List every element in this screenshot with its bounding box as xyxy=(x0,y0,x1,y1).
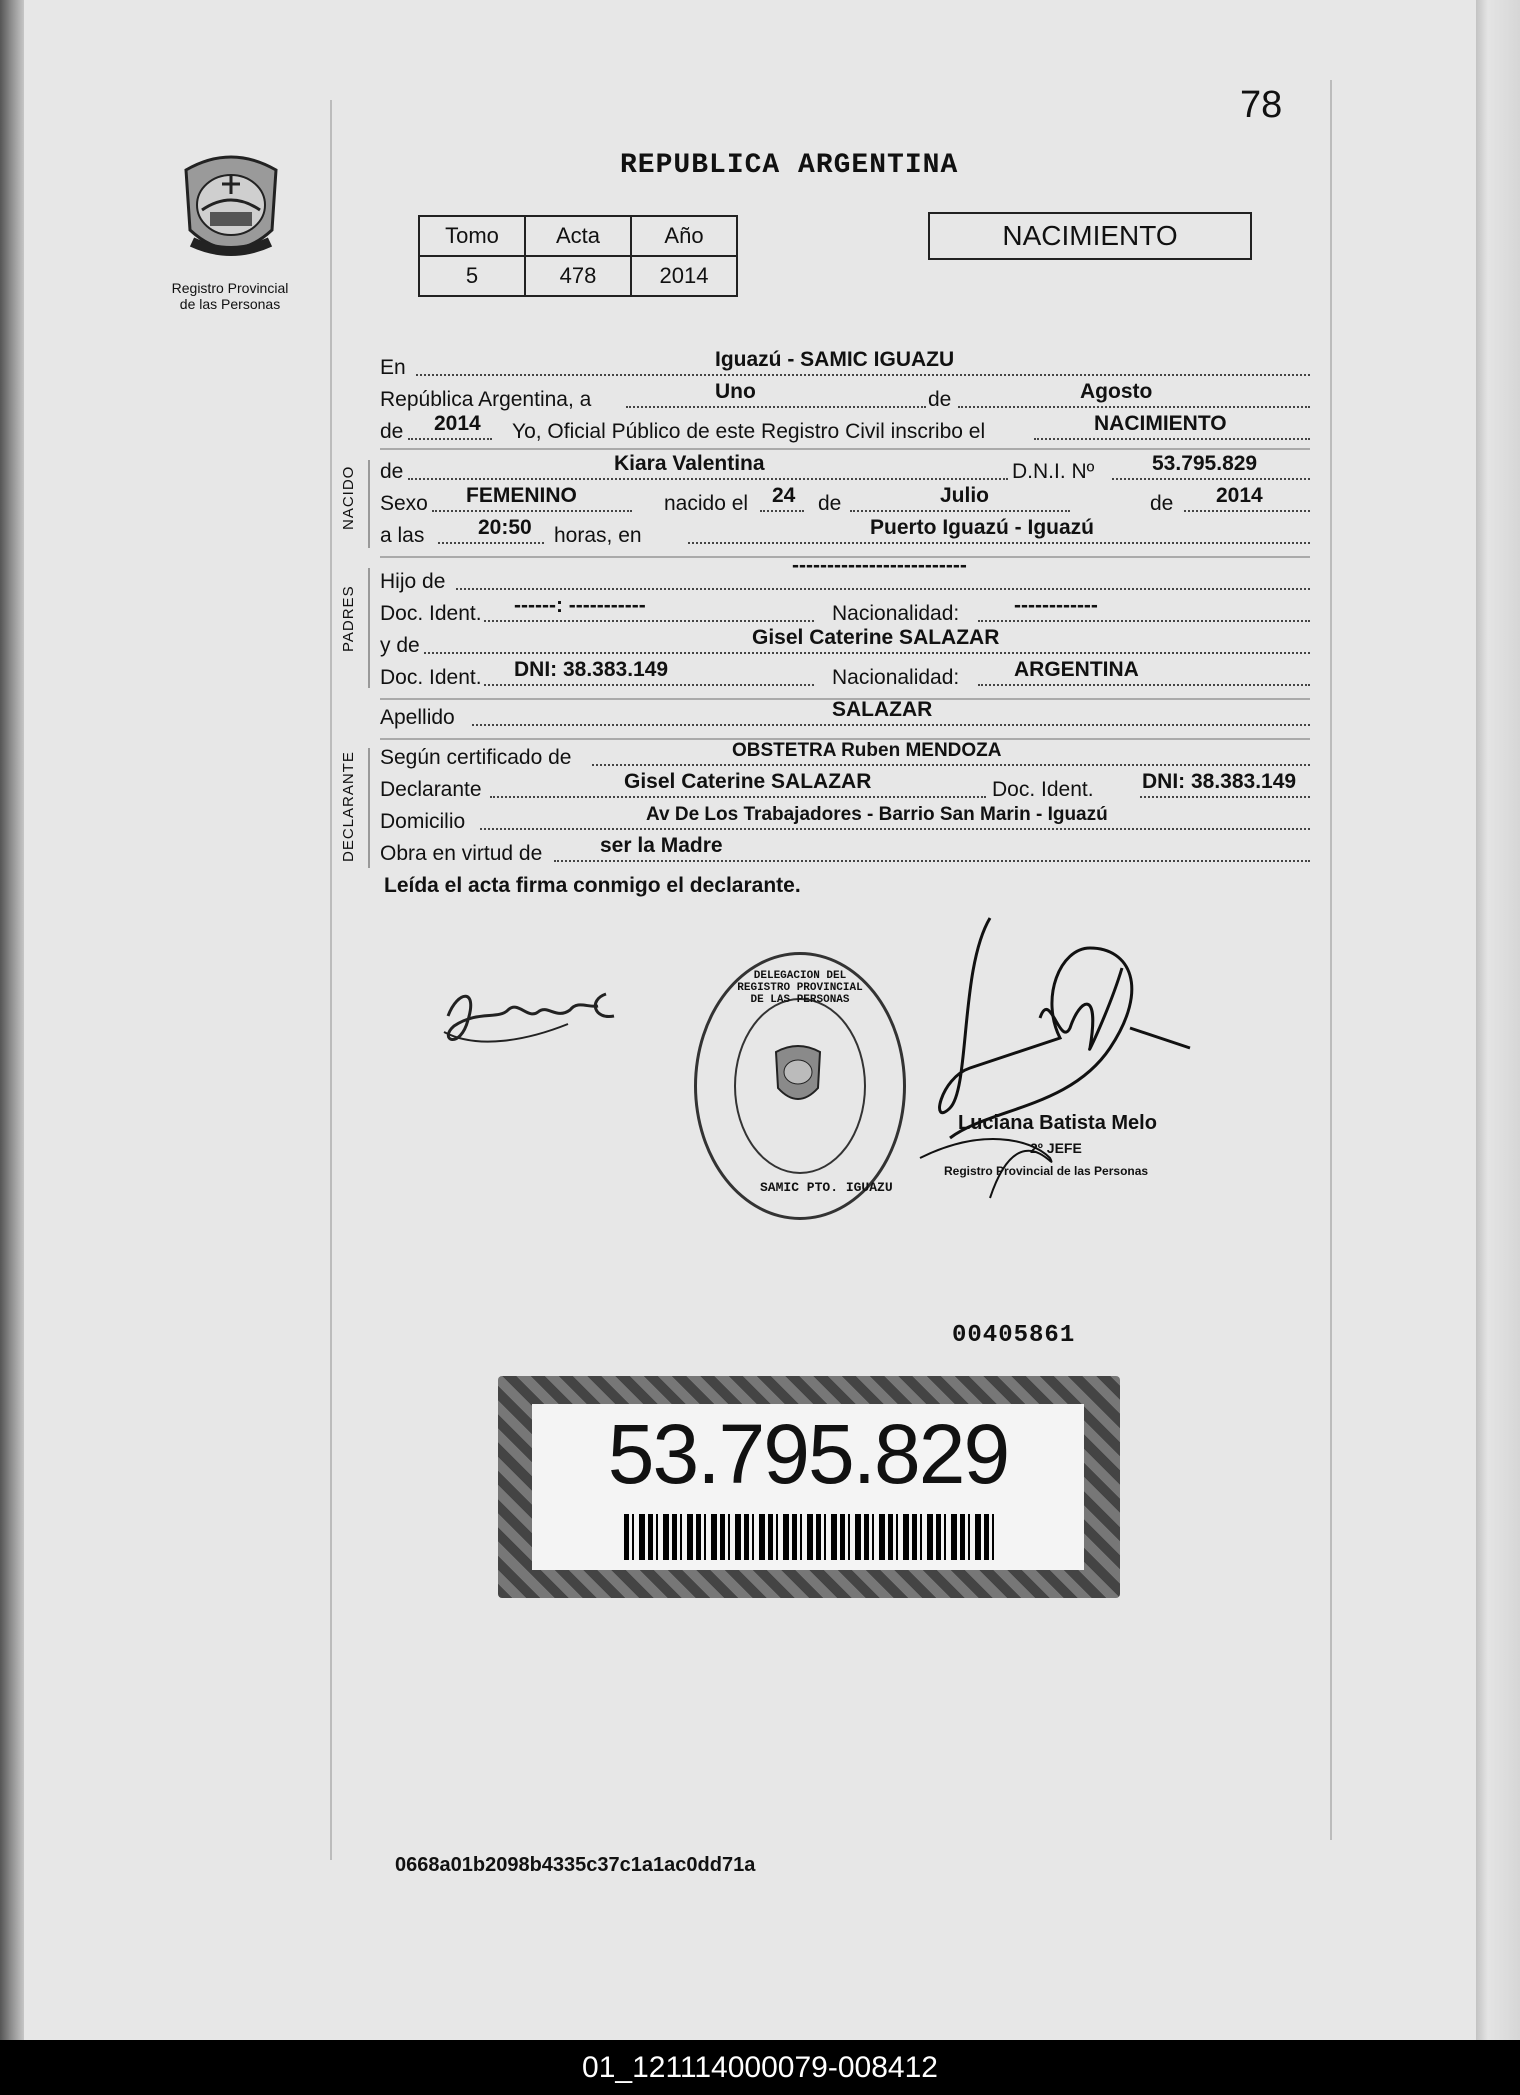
official-role: 2º JEFE xyxy=(1030,1140,1082,1156)
field-lugar-nac: Puerto Iguazú - Iguazú xyxy=(870,516,1094,539)
field-dni: 53.795.829 xyxy=(1152,452,1258,475)
row-certificado: Según certificado de OBSTETRA Ruben MENDOZA xyxy=(380,740,1310,770)
side-label-declarante: DECLARANTE xyxy=(340,751,357,862)
row-madre-doc: Doc. Ident. DNI: 38.383.149 Nacionalidad: ARGENTINA xyxy=(380,660,1310,690)
value-acta: 478 xyxy=(525,256,631,296)
row-obra: Obra en virtud de ser la Madre xyxy=(380,836,1310,866)
field-lugar: Iguazú - SAMIC IGUAZU xyxy=(715,348,955,371)
label-number: 53.795.829 xyxy=(607,1407,1009,1501)
official-org: Registro Provincial de las Personas xyxy=(944,1164,1149,1178)
logo-caption: Registro Provincial de las Personas xyxy=(171,280,289,312)
row-inscribo: de 2014 Yo, Oficial Público de este Registro Civil inscribo el NACIMIENTO xyxy=(380,414,1310,444)
field-declarante: Gisel Caterine SALAZAR xyxy=(624,770,872,793)
row-sexo: Sexo FEMENINO nacido el 24 de Julio de 2014 xyxy=(380,486,1310,516)
stamp-inner-text: SAMIC PTO. IGUAZU xyxy=(760,1180,893,1195)
id-label xyxy=(498,1376,1120,1598)
document-title: REPUBLICA ARGENTINA xyxy=(620,150,959,181)
right-margin-line xyxy=(1330,80,1332,1840)
field-dia-nac: 24 xyxy=(772,484,796,507)
field-declarante-doc: DNI: 38.383.149 xyxy=(1142,770,1297,793)
field-mes: Agosto xyxy=(1080,380,1153,403)
side-label-nacido: NACIDO xyxy=(340,465,357,530)
province-seal-icon xyxy=(176,150,286,270)
header-anio: Año xyxy=(631,216,737,256)
stamp-seal-icon xyxy=(772,1044,824,1108)
field-domicilio: Av De Los Trabajadores - Barrio San Marin - Iguazú xyxy=(646,804,1108,825)
row-madre: y de Gisel Caterine SALAZAR xyxy=(380,628,1310,658)
row-fecha: República Argentina, a Uno de Agosto xyxy=(380,382,1310,412)
row-declarante: Declarante Gisel Caterine SALAZAR Doc. Ident. DNI: 38.383.149 xyxy=(380,772,1310,802)
official-signature xyxy=(860,908,1200,1228)
document-hash: 0668a01b2098b4335c37c1a1ac0dd71a xyxy=(395,1854,756,1876)
barcode xyxy=(624,1514,996,1560)
field-hora: 20:50 xyxy=(478,516,532,539)
footer-id: 01_121114000079-008412 xyxy=(0,2040,1520,2095)
field-madre: Gisel Caterine SALAZAR xyxy=(752,626,1000,649)
adjacent-sheet xyxy=(1474,0,1520,2040)
closing-statement: Leída el acta firma conmigo el declarante. xyxy=(384,874,801,897)
row-padre-doc: Doc. Ident. ------: ----------- Nacionalidad: ------------ xyxy=(380,596,1310,626)
value-anio: 2014 xyxy=(631,256,737,296)
header-tomo: Tomo xyxy=(419,216,525,256)
page-left-edge xyxy=(0,0,26,2040)
field-padre: ------------------------- xyxy=(792,554,967,577)
field-inscribo: NACIMIENTO xyxy=(1094,412,1227,435)
official-name: Luciana Batista Melo xyxy=(958,1112,1157,1134)
serial-number: 00405861 xyxy=(952,1322,1076,1349)
field-padre-doc: ------: ----------- xyxy=(514,594,646,617)
field-anio-nac: 2014 xyxy=(1216,484,1263,507)
record-type-box: NACIMIENTO xyxy=(928,212,1252,260)
field-certificado: OBSTETRA Ruben MENDOZA xyxy=(732,740,1002,761)
stamp-outer-text: DELEGACION DEL REGISTRO PROVINCIAL DE LAS PERSONAS xyxy=(737,970,863,1006)
side-label-padres: PADRES xyxy=(340,585,357,652)
row-nombre: de Kiara Valentina D.N.I. Nº 53.795.829 xyxy=(380,454,1310,484)
row-domicilio: Domicilio Av De Los Trabajadores - Barrio San Marin - Iguazú xyxy=(380,804,1310,834)
row-padre: Hijo de ------------------------- xyxy=(380,564,1310,594)
left-margin-line xyxy=(330,100,332,1860)
field-mes-nac: Julio xyxy=(940,484,990,507)
field-nombre: Kiara Valentina xyxy=(614,452,765,475)
field-dia: Uno xyxy=(715,380,756,403)
field-apellido: SALAZAR xyxy=(832,698,933,721)
field-anio: 2014 xyxy=(434,412,481,435)
row-apellido: Apellido SALAZAR xyxy=(380,700,1310,730)
header-acta: Acta xyxy=(525,216,631,256)
field-madre-doc: DNI: 38.383.149 xyxy=(514,658,669,681)
declarant-signature xyxy=(438,980,628,1060)
registry-table xyxy=(418,215,738,297)
value-tomo: 5 xyxy=(419,256,525,296)
row-en: En Iguazú - SAMIC IGUAZU xyxy=(380,350,1310,380)
field-obra: ser la Madre xyxy=(600,834,723,857)
page-number: 78 xyxy=(1240,84,1283,126)
field-madre-nac: ARGENTINA xyxy=(1014,658,1139,681)
field-sexo: FEMENINO xyxy=(466,484,577,507)
field-padre-nac: ------------ xyxy=(1014,594,1098,617)
row-hora: a las 20:50 horas, en Puerto Iguazú - Iguazú xyxy=(380,518,1310,548)
